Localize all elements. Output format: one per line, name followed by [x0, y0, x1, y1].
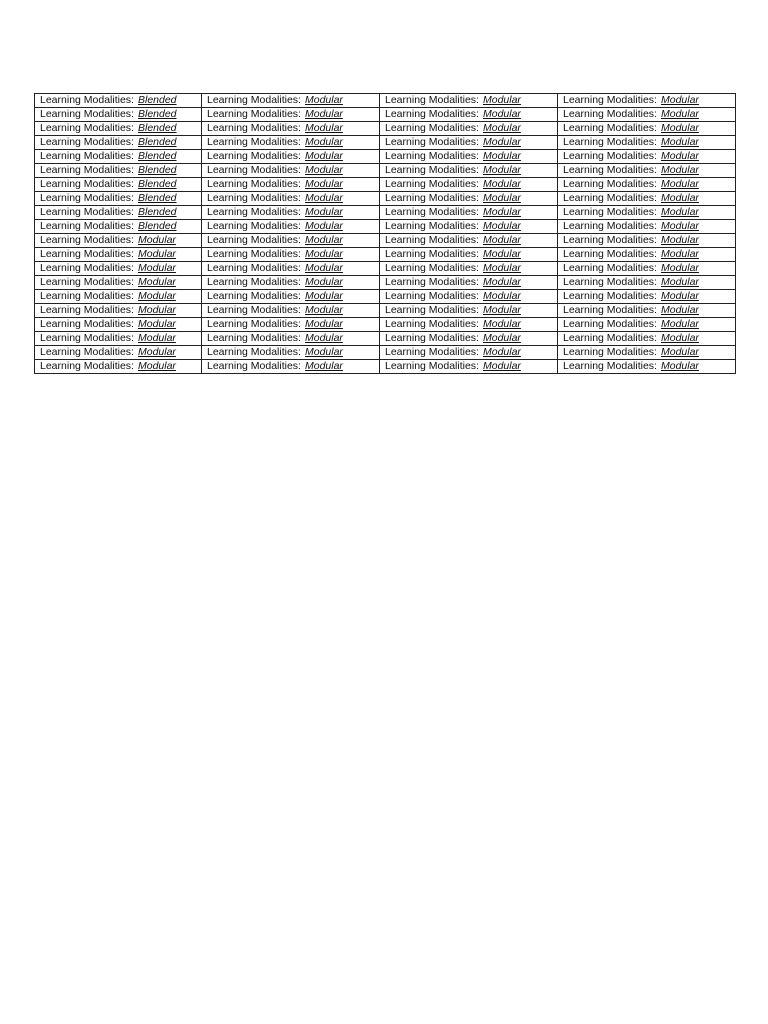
table-cell [380, 276, 558, 290]
modality-label: Learning Modalities: [40, 318, 134, 330]
modality-value: Modular [482, 178, 521, 190]
table-cell [558, 192, 736, 206]
table-row [35, 150, 736, 164]
modality-value: Modular [482, 108, 521, 120]
modality-value: Modular [304, 108, 343, 120]
modality-value: Modular [660, 136, 699, 148]
modality-label: Learning Modalities: [563, 360, 657, 372]
modality-label: Learning Modalities: [563, 332, 657, 344]
table-row [35, 108, 736, 122]
modality-value: Modular [660, 192, 699, 204]
table-cell [380, 192, 558, 206]
table-row [35, 262, 736, 276]
table-cell [558, 304, 736, 318]
modality-label: Learning Modalities: [385, 220, 479, 232]
modality-label: Learning Modalities: [207, 234, 301, 246]
table-cell [202, 150, 380, 164]
modality-value: Blended [137, 178, 177, 190]
modality-label: Learning Modalities: [40, 332, 134, 344]
modality-value: Modular [482, 234, 521, 246]
table-cell [35, 94, 202, 108]
table-row [35, 318, 736, 332]
modality-value: Modular [660, 178, 699, 190]
modality-label: Learning Modalities: [207, 262, 301, 274]
modality-label: Learning Modalities: [385, 164, 479, 176]
modality-label: Learning Modalities: [207, 360, 301, 372]
table-cell [35, 346, 202, 360]
table-cell [558, 276, 736, 290]
modality-value: Modular [660, 122, 699, 134]
modality-value: Modular [482, 346, 521, 358]
modality-value: Modular [137, 318, 176, 330]
modality-label: Learning Modalities: [207, 304, 301, 316]
table-cell [202, 94, 380, 108]
modality-label: Learning Modalities: [385, 304, 479, 316]
modality-label: Learning Modalities: [385, 192, 479, 204]
modality-value: Modular [660, 108, 699, 120]
table-cell [380, 248, 558, 262]
modality-value: Modular [137, 346, 176, 358]
modality-label: Learning Modalities: [207, 220, 301, 232]
modality-value: Blended [137, 164, 177, 176]
modality-value: Modular [482, 360, 521, 372]
table-cell [35, 360, 202, 374]
modality-label: Learning Modalities: [207, 318, 301, 330]
modality-label: Learning Modalities: [40, 290, 134, 302]
learning-modalities-table [34, 93, 736, 374]
modality-value: Blended [137, 136, 177, 148]
table-cell [558, 262, 736, 276]
modality-value: Modular [304, 346, 343, 358]
modality-label: Learning Modalities: [385, 94, 479, 106]
table-row [35, 220, 736, 234]
table-cell [558, 178, 736, 192]
table-row [35, 234, 736, 248]
modality-value: Modular [482, 94, 521, 106]
modality-label: Learning Modalities: [207, 108, 301, 120]
modality-label: Learning Modalities: [563, 164, 657, 176]
table-cell [202, 136, 380, 150]
modality-label: Learning Modalities: [207, 122, 301, 134]
modality-label: Learning Modalities: [385, 318, 479, 330]
modality-label: Learning Modalities: [563, 318, 657, 330]
modality-value: Modular [482, 136, 521, 148]
modality-value: Modular [304, 248, 343, 260]
table-cell [202, 360, 380, 374]
modality-value: Modular [660, 332, 699, 344]
table-cell [558, 150, 736, 164]
table-cell [202, 178, 380, 192]
modality-value: Modular [660, 346, 699, 358]
modality-value: Modular [304, 136, 343, 148]
table-cell [35, 150, 202, 164]
table-cell [380, 108, 558, 122]
table-cell [558, 94, 736, 108]
modality-label: Learning Modalities: [563, 206, 657, 218]
table-row [35, 332, 736, 346]
modality-value: Modular [304, 304, 343, 316]
table-cell [202, 192, 380, 206]
table-cell [558, 234, 736, 248]
modality-label: Learning Modalities: [207, 178, 301, 190]
modality-label: Learning Modalities: [207, 164, 301, 176]
table-row [35, 360, 736, 374]
modality-value: Modular [482, 332, 521, 344]
modality-value: Blended [137, 220, 177, 232]
table-cell [380, 262, 558, 276]
modality-value: Modular [137, 360, 176, 372]
modality-value: Modular [137, 276, 176, 288]
modality-value: Modular [482, 276, 521, 288]
table-cell [35, 192, 202, 206]
table-row [35, 136, 736, 150]
table-row [35, 290, 736, 304]
modality-label: Learning Modalities: [563, 122, 657, 134]
table-row [35, 94, 736, 108]
modality-label: Learning Modalities: [385, 150, 479, 162]
modality-label: Learning Modalities: [563, 304, 657, 316]
modality-label: Learning Modalities: [40, 346, 134, 358]
table-cell [380, 164, 558, 178]
modality-label: Learning Modalities: [385, 290, 479, 302]
table-cell [558, 164, 736, 178]
modality-label: Learning Modalities: [385, 122, 479, 134]
modality-label: Learning Modalities: [40, 304, 134, 316]
modality-label: Learning Modalities: [40, 360, 134, 372]
modality-label: Learning Modalities: [563, 276, 657, 288]
table-cell [202, 304, 380, 318]
modality-value: Modular [304, 122, 343, 134]
table-row [35, 346, 736, 360]
modality-value: Modular [482, 290, 521, 302]
table-row [35, 276, 736, 290]
table-cell [558, 248, 736, 262]
table-cell [380, 360, 558, 374]
table-cell [558, 318, 736, 332]
table-cell [558, 122, 736, 136]
modality-label: Learning Modalities: [385, 178, 479, 190]
modality-value: Modular [304, 290, 343, 302]
modality-value: Modular [304, 332, 343, 344]
modality-value: Modular [304, 276, 343, 288]
modality-label: Learning Modalities: [563, 346, 657, 358]
modality-label: Learning Modalities: [207, 332, 301, 344]
modality-value: Modular [660, 206, 699, 218]
table-cell [558, 108, 736, 122]
table-row [35, 164, 736, 178]
modality-label: Learning Modalities: [40, 178, 134, 190]
table-cell [558, 332, 736, 346]
table-cell [35, 220, 202, 234]
modality-value: Blended [137, 192, 177, 204]
table-cell [202, 262, 380, 276]
table-row [35, 122, 736, 136]
modality-label: Learning Modalities: [207, 206, 301, 218]
modality-value: Blended [137, 108, 177, 120]
modality-value: Modular [660, 318, 699, 330]
modality-value: Modular [660, 276, 699, 288]
modality-value: Modular [482, 150, 521, 162]
modality-value: Modular [304, 220, 343, 232]
table-cell [202, 290, 380, 304]
modality-label: Learning Modalities: [207, 150, 301, 162]
table-cell [202, 206, 380, 220]
modality-value: Modular [660, 150, 699, 162]
modality-value: Modular [304, 164, 343, 176]
modality-label: Learning Modalities: [40, 220, 134, 232]
modality-label: Learning Modalities: [207, 192, 301, 204]
table-cell [35, 206, 202, 220]
modality-value: Modular [304, 150, 343, 162]
modality-value: Modular [660, 164, 699, 176]
table-cell [380, 220, 558, 234]
table-cell [202, 122, 380, 136]
table-cell [380, 94, 558, 108]
table-cell [35, 108, 202, 122]
table-cell [35, 262, 202, 276]
table-cell [35, 276, 202, 290]
table-cell [558, 290, 736, 304]
modality-label: Learning Modalities: [40, 150, 134, 162]
table-cell [558, 360, 736, 374]
modality-value: Blended [137, 94, 177, 106]
table-cell [202, 346, 380, 360]
table-row [35, 178, 736, 192]
modality-label: Learning Modalities: [385, 234, 479, 246]
modality-label: Learning Modalities: [563, 248, 657, 260]
table-cell [558, 346, 736, 360]
table-cell [380, 234, 558, 248]
table-cell [35, 164, 202, 178]
modality-value: Modular [304, 262, 343, 274]
table-cell [380, 304, 558, 318]
modality-value: Modular [660, 290, 699, 302]
table-cell [558, 220, 736, 234]
modality-label: Learning Modalities: [563, 108, 657, 120]
modality-label: Learning Modalities: [385, 206, 479, 218]
table-cell [35, 332, 202, 346]
modality-value: Modular [304, 360, 343, 372]
modality-value: Modular [482, 318, 521, 330]
modality-label: Learning Modalities: [563, 94, 657, 106]
modality-label: Learning Modalities: [207, 276, 301, 288]
modality-value: Modular [137, 332, 176, 344]
modality-label: Learning Modalities: [40, 234, 134, 246]
modality-value: Modular [482, 122, 521, 134]
table-cell [380, 318, 558, 332]
table-cell [380, 290, 558, 304]
modality-label: Learning Modalities: [40, 262, 134, 274]
modality-label: Learning Modalities: [40, 248, 134, 260]
modality-value: Modular [482, 192, 521, 204]
table-body [35, 94, 736, 374]
modality-label: Learning Modalities: [563, 192, 657, 204]
modality-label: Learning Modalities: [207, 290, 301, 302]
modality-label: Learning Modalities: [207, 248, 301, 260]
modality-label: Learning Modalities: [40, 192, 134, 204]
modality-value: Modular [482, 164, 521, 176]
modality-value: Modular [304, 318, 343, 330]
table-cell [35, 318, 202, 332]
modality-value: Blended [137, 122, 177, 134]
table-cell [35, 136, 202, 150]
modality-value: Modular [304, 178, 343, 190]
modality-label: Learning Modalities: [40, 108, 134, 120]
modality-label: Learning Modalities: [385, 136, 479, 148]
modality-value: Modular [660, 220, 699, 232]
table-row [35, 192, 736, 206]
modality-label: Learning Modalities: [40, 94, 134, 106]
table-cell [380, 346, 558, 360]
modality-label: Learning Modalities: [385, 360, 479, 372]
modality-label: Learning Modalities: [563, 178, 657, 190]
modality-label: Learning Modalities: [385, 346, 479, 358]
modality-label: Learning Modalities: [563, 136, 657, 148]
table-cell [558, 206, 736, 220]
modality-label: Learning Modalities: [207, 346, 301, 358]
modality-label: Learning Modalities: [40, 164, 134, 176]
modality-value: Blended [137, 206, 177, 218]
modality-label: Learning Modalities: [563, 220, 657, 232]
modality-value: Modular [482, 304, 521, 316]
table-row [35, 206, 736, 220]
modality-value: Modular [137, 262, 176, 274]
table-cell [380, 150, 558, 164]
table-cell [380, 122, 558, 136]
table-cell [380, 178, 558, 192]
modality-value: Modular [304, 206, 343, 218]
modality-value: Modular [482, 262, 521, 274]
modality-value: Modular [660, 94, 699, 106]
modality-value: Modular [660, 234, 699, 246]
table-row [35, 248, 736, 262]
table-cell [202, 164, 380, 178]
table-cell [35, 178, 202, 192]
modality-value: Modular [482, 220, 521, 232]
modality-value: Modular [660, 304, 699, 316]
modality-label: Learning Modalities: [385, 332, 479, 344]
modality-label: Learning Modalities: [385, 276, 479, 288]
table-cell [35, 290, 202, 304]
table-cell [35, 234, 202, 248]
modality-value: Modular [304, 234, 343, 246]
modality-label: Learning Modalities: [385, 248, 479, 260]
table-cell [380, 136, 558, 150]
modality-value: Modular [137, 248, 176, 260]
table-cell [558, 136, 736, 150]
modality-value: Modular [304, 192, 343, 204]
modality-label: Learning Modalities: [40, 136, 134, 148]
table-cell [202, 220, 380, 234]
modality-label: Learning Modalities: [385, 108, 479, 120]
modality-value: Modular [304, 94, 343, 106]
modality-label: Learning Modalities: [563, 150, 657, 162]
table-cell [202, 318, 380, 332]
table-cell [35, 304, 202, 318]
modality-label: Learning Modalities: [385, 262, 479, 274]
table-cell [202, 234, 380, 248]
table-row [35, 304, 736, 318]
modality-value: Modular [660, 360, 699, 372]
modality-label: Learning Modalities: [40, 206, 134, 218]
modality-value: Modular [137, 290, 176, 302]
table-cell [202, 332, 380, 346]
modality-label: Learning Modalities: [563, 234, 657, 246]
table-cell [380, 206, 558, 220]
modality-value: Blended [137, 150, 177, 162]
modality-value: Modular [482, 248, 521, 260]
modality-label: Learning Modalities: [563, 262, 657, 274]
modality-label: Learning Modalities: [563, 290, 657, 302]
modality-label: Learning Modalities: [40, 276, 134, 288]
modality-value: Modular [660, 248, 699, 260]
table-cell [35, 122, 202, 136]
table-cell [35, 248, 202, 262]
modality-value: Modular [660, 262, 699, 274]
modality-label: Learning Modalities: [207, 94, 301, 106]
modality-value: Modular [482, 206, 521, 218]
table-cell [202, 248, 380, 262]
table-cell [380, 332, 558, 346]
table-cell [202, 108, 380, 122]
table-cell [202, 276, 380, 290]
modality-value: Modular [137, 234, 176, 246]
modality-label: Learning Modalities: [207, 136, 301, 148]
modality-value: Modular [137, 304, 176, 316]
modality-label: Learning Modalities: [40, 122, 134, 134]
